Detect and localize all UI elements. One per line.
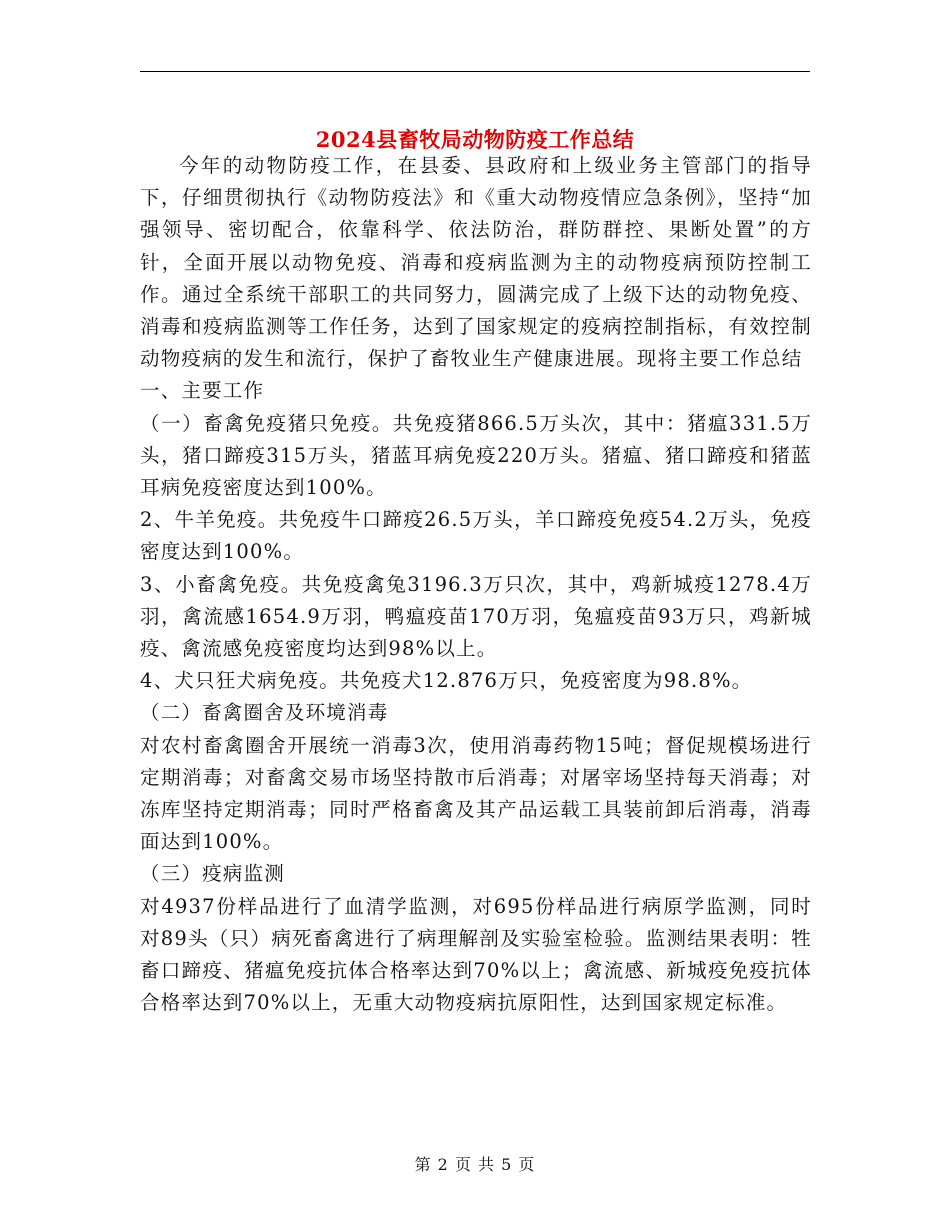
header-rule	[140, 71, 810, 72]
paragraph-pig-immunization: （一）畜禽免疫猪只免疫。共免疫猪866.5万头次，其中：猪瘟331.5万头，猪口蹄疫315万头，猪蓝耳病免疫220万头。猪瘟、猪口蹄疫和猪蓝耳病免疫密度达到100%。	[140, 411, 812, 500]
section-heading-main-work: 一、主要工作	[140, 379, 265, 403]
paragraph-cattle-sheep-immunization: 2、牛羊免疫。共免疫牛口蹄疫26.5万头，羊口蹄疫免疫54.2万头，免疫密度达到100%。	[140, 508, 812, 564]
intro-paragraph: 今年的动物防疫工作，在县委、县政府和上级业务主管部门的指导下，仔细贯彻执行《动物防疫法》和《重大动物疫情应急条例》，坚持“加强领导、密切配合，依靠科学、依法防治，群防群控、果断处置”的方针，全面开展以动物免疫、消毒和疫病监测为主的动物疫病预防控制工作。通过全系统干部职工的共同努力，圆满完成了上级下达的动物免疫、消毒和疫病监测等工作任务，达到了国家规定的疫病控制指标，有效控制动物疫病的发生和流行，保护了畜牧业生产健康进展。现将主要工作总结	[140, 154, 812, 371]
paragraph-poultry-immunization: 3、小畜禽免疫。共免疫禽兔3196.3万只次，其中，鸡新城疫1278.4万羽，禽流感1654.9万羽，鸭瘟疫苗170万羽，兔瘟疫苗93万只，鸡新城疫、禽流感免疫密度均达到98%以上。	[140, 572, 812, 661]
document-title: 2024县畜牧局动物防疫工作总结	[315, 127, 635, 153]
paragraph-disease-monitoring: 对4937份样品进行了血清学监测，对695份样品进行病原学监测，同时对89头（只）病死畜禽进行了病理解剖及实验室检验。监测结果表明：牲畜口蹄疫、猪瘟免疫抗体合格率达到70%以上；禽流感、新城疫免疫抗体合格率达到70%以上，无重大动物疫病抗原阳性，达到国家规定标准。	[140, 894, 812, 1015]
paragraph-disinfection: 对农村畜禽圈舍开展统一消毒3次，使用消毒药物15吨；督促规模场进行定期消毒；对畜禽交易市场坚持散市后消毒；对屠宰场坚持每天消毒；对冻库坚持定期消毒；同时严格畜禽及其产品运载工具装前卸后消毒，消毒面达到100%。	[140, 733, 812, 854]
page-number: 第 2 页 共 5 页	[414, 1155, 536, 1174]
document-body	[140, 150, 812, 1019]
paragraph-dog-rabies-immunization: 4、犬只狂犬病免疫。共免疫犬12.876万只，免疫密度为98.8%。	[140, 669, 753, 693]
subheading-disinfection: （二）畜禽圈舍及环境消毒	[140, 701, 389, 725]
subheading-disease-monitoring: （三）疫病监测	[140, 862, 285, 886]
